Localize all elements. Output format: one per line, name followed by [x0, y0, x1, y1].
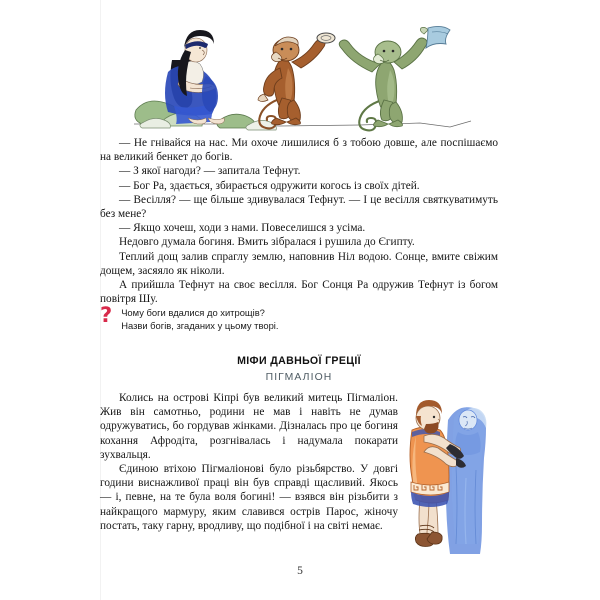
paragraph: — З якої нагоди? — запитала Тефнут. [119, 165, 301, 178]
paragraph: — Весілля? — ще більше здивувалася Тефнут. — І це весілля святкуватимуть без мене? [100, 193, 498, 221]
section-title: МІФИ ДАВНЬОЇ ГРЕЦІЇ [237, 355, 361, 367]
paragraph: Єдиною втіхою Пігмаліонові було різьбярство. У довгі години виснажливої праці він був справді щасливий. Якось — і, певне, на те була воля богині! — взявся він різьбити з найкращого мармуру, яким славився острів Парос, жіночу постать, таку гарну, вродливу, що подібної і на світі немає. [100, 463, 398, 532]
question-mark-icon: ? [100, 303, 113, 327]
tefnut-and-monkeys-illustration [130, 14, 475, 134]
pygmalion-text-column [100, 391, 398, 533]
story-title: ПІГМАЛІОН [265, 372, 333, 383]
paragraph: Теплий дощ залив спраглу землю, наповнив Ніл водою. Сонце, вмите свіжим дощем, засяяло як ніколи. [100, 250, 498, 277]
brown-monkey-figure [258, 33, 335, 128]
seated-woman-figure [165, 30, 224, 124]
paragraph: Недовго думала богиня. Вмить зібралася і рушила до Єгипту. [119, 236, 415, 249]
question-item: Чому боги вдалися до хитрощів? [121, 307, 265, 318]
paragraph: — Бог Ра, здається, збирається одружити когось із своїх дітей. [119, 179, 420, 192]
egypt-story-text-column [100, 136, 498, 306]
paragraph: Колись на острові Кіпрі був великий митець Пігмаліон. Жив він самотньо, родини не мав і навіть не думав одружуватись, бо гордував жінками. Дізналась про це богиня кохання Афродіта, розгнівалась і надумала покарати зухвальця. [100, 392, 398, 461]
paragraph: — Якщо хочеш, ходи з нами. Повеселишся з усіма. [119, 222, 366, 235]
page-number: 5 [297, 565, 303, 577]
question-item: Назви богів, згаданих у цьому творі. [121, 319, 279, 331]
green-monkey-figure [339, 26, 450, 130]
paragraph: А прийшла Тефнут на своє весілля. Бог Сонця Ра одружив Тефнут із богом повітря Шу. [100, 279, 498, 306]
questions-block [100, 304, 430, 332]
questions-list [121, 304, 278, 332]
pygmalion-sculpting-illustration [404, 386, 500, 558]
paragraph: — Не гнівайся на нас. Ми охоче лишилися б з тобою довше, але поспішаємо на великий бенкет до богів. [100, 137, 498, 164]
marble-statue-figure [446, 407, 486, 554]
